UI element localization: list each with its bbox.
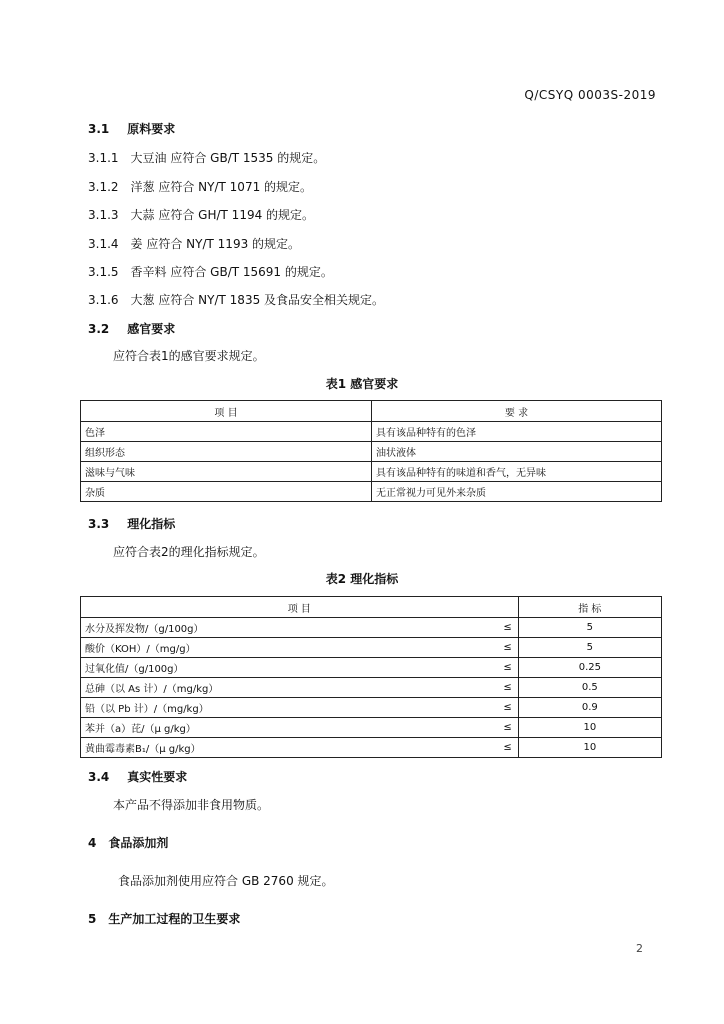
table-cell: 滋味与气味 (81, 462, 372, 482)
clause-3-1-5 (88, 263, 333, 280)
table-cell: 过氧化值/（g/100g） (81, 658, 330, 678)
document-code: Q/CSYQ 0003S-2019 (524, 88, 656, 102)
table-cell: 酸价（KOH）/（mg/g） (81, 638, 330, 658)
clause-number: 3.1.5 (88, 265, 119, 279)
table-cell: 无正常视力可见外来杂质 (372, 482, 662, 502)
clause-3-1-3 (88, 206, 314, 223)
table-row (81, 638, 662, 658)
table-cell: 5 (518, 618, 661, 638)
table-header-row (81, 401, 662, 422)
section-3-2-heading (88, 320, 175, 337)
table-row (81, 738, 662, 758)
table-cell: 杂质 (81, 482, 372, 502)
table-cell: 5 (518, 638, 661, 658)
table-cell: 0.5 (518, 678, 661, 698)
clause-number: 3.1.3 (88, 208, 119, 222)
table-cell: 总砷（以 As 计）/（mg/kg） (81, 678, 330, 698)
clause-3-1-4 (88, 235, 300, 252)
table-cell: 10 (518, 738, 661, 758)
clause-number: 3.1.1 (88, 151, 119, 165)
table-cell: 0.25 (518, 658, 661, 678)
table-cell: 组织形态 (81, 442, 372, 462)
header-cell: 要 求 (372, 401, 662, 422)
page-number: 2 (636, 942, 643, 955)
table-row (81, 442, 662, 462)
table1-sensory-requirements (80, 400, 662, 502)
section-number: 3.2 (88, 322, 110, 336)
section-title: 原料要求 (127, 122, 176, 136)
section-title: 理化指标 (127, 517, 176, 531)
section-title: 食品添加剂 (108, 836, 169, 850)
table-cell: 色泽 (81, 422, 372, 442)
less-equal-symbol: ≤ (329, 738, 518, 758)
section-4-text: 食品添加剂使用应符合 GB 2760 规定。 (118, 874, 334, 888)
table-cell: 具有该品种特有的色泽 (372, 422, 662, 442)
clause-text: 香辛料 应符合 GB/T 15691 的规定。 (130, 265, 333, 279)
section-5-heading (88, 910, 240, 927)
table-cell: 苯并（a）芘/（μ g/kg） (81, 718, 330, 738)
section-title: 真实性要求 (127, 770, 188, 784)
section-4-heading (88, 834, 168, 851)
clause-3-1-6 (88, 291, 384, 308)
section-3-2-intro: 应符合表1的感官要求规定。 (113, 349, 265, 363)
clause-3-1-2 (88, 178, 312, 195)
clause-number: 3.1.4 (88, 237, 119, 251)
clause-3-1-1 (88, 149, 325, 166)
table-cell: 具有该品种特有的味道和香气，无异味 (372, 462, 662, 482)
clause-text: 大葱 应符合 NY/T 1835 及食品安全相关规定。 (130, 293, 385, 307)
less-equal-symbol: ≤ (329, 638, 518, 658)
table-row (81, 462, 662, 482)
table-header-row (81, 597, 662, 618)
section-number: 5 (88, 912, 97, 926)
section-3-3-intro: 应符合表2的理化指标规定。 (113, 545, 265, 559)
clause-text: 大蒜 应符合 GH/T 1194 的规定。 (130, 208, 315, 222)
clause-text: 姜 应符合 NY/T 1193 的规定。 (130, 237, 301, 251)
table-cell: 铅（以 Pb 计）/（mg/kg） (81, 698, 330, 718)
table-row (81, 678, 662, 698)
less-equal-symbol: ≤ (329, 618, 518, 638)
table1-caption: 表1 感官要求 (325, 377, 399, 391)
table-row (81, 718, 662, 738)
section-number: 3.3 (88, 517, 110, 531)
table-cell: 油状液体 (372, 442, 662, 462)
section-title: 生产加工过程的卫生要求 (108, 912, 241, 926)
section-3-3-heading (88, 515, 175, 532)
table-row (81, 618, 662, 638)
table-cell: 水分及挥发物/（g/100g） (81, 618, 330, 638)
clause-text: 洋葱 应符合 NY/T 1071 的规定。 (130, 180, 313, 194)
table-cell: 0.9 (518, 698, 661, 718)
table-row (81, 422, 662, 442)
table-cell: 10 (518, 718, 661, 738)
clause-number: 3.1.2 (88, 180, 119, 194)
section-3-4-text: 本产品不得添加非食用物质。 (113, 798, 270, 812)
clause-text: 大豆油 应符合 GB/T 1535 的规定。 (130, 151, 326, 165)
section-number: 4 (88, 836, 97, 850)
table-cell: 黄曲霉毒素B₁/（μ g/kg） (81, 738, 330, 758)
header-cell: 指 标 (518, 597, 661, 618)
clause-number: 3.1.6 (88, 293, 119, 307)
section-3-4-heading (88, 768, 187, 785)
less-equal-symbol: ≤ (329, 698, 518, 718)
header-cell: 项 目 (81, 401, 372, 422)
section-3-1-heading (88, 120, 175, 137)
table-row (81, 698, 662, 718)
section-title: 感官要求 (127, 322, 176, 336)
table-row (81, 482, 662, 502)
section-number: 3.4 (88, 770, 110, 784)
table2-physicochemical-indicators (80, 596, 662, 758)
table2-caption: 表2 理化指标 (325, 572, 399, 586)
less-equal-symbol: ≤ (329, 678, 518, 698)
table-row (81, 658, 662, 678)
section-number: 3.1 (88, 122, 110, 136)
less-equal-symbol: ≤ (329, 658, 518, 678)
less-equal-symbol: ≤ (329, 718, 518, 738)
header-cell: 项 目 (81, 597, 519, 618)
